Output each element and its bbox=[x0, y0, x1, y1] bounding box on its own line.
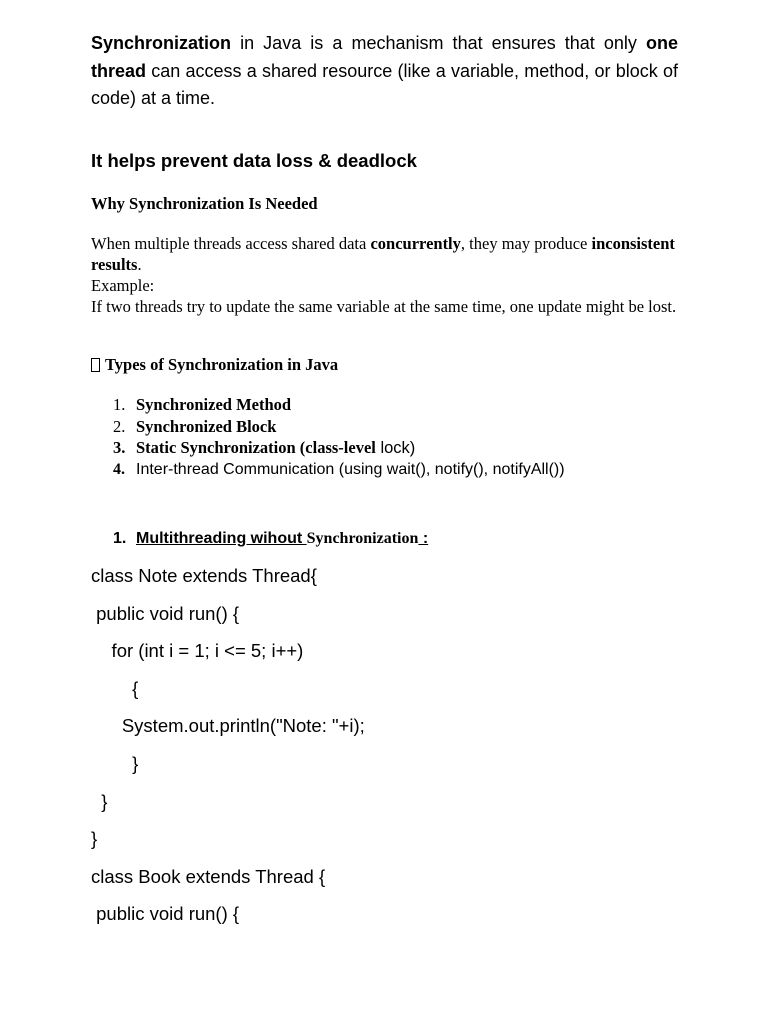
example-text: If two threads try to update the same variable at the same time, one update might be lost. bbox=[91, 297, 677, 316]
code-line: class Note extends Thread{ bbox=[91, 565, 317, 586]
code-line: public void run() { bbox=[91, 602, 240, 624]
types-heading bbox=[91, 354, 338, 376]
missing-glyph-icon bbox=[91, 358, 100, 372]
why-text-3: . bbox=[137, 255, 142, 274]
list-item-bold: Synchronized Block bbox=[136, 416, 277, 436]
intro-bold-one-thread: one thread bbox=[91, 33, 678, 81]
why-text-2: , they may produce bbox=[460, 234, 592, 253]
types-list bbox=[91, 394, 565, 480]
list-item bbox=[91, 437, 565, 459]
why-paragraph bbox=[91, 233, 678, 317]
code-line: { bbox=[91, 677, 139, 699]
code-line: } bbox=[91, 790, 108, 812]
code-line: } bbox=[91, 752, 139, 774]
section-number: 1. bbox=[113, 530, 127, 547]
list-item-bold: Static Synchronization (class-level bbox=[136, 438, 376, 457]
section-title-part-1: Multithreading wihout bbox=[136, 530, 307, 547]
code-line: System.out.println("Note: "+i); bbox=[91, 715, 365, 737]
why-text-1: When multiple threads access shared data bbox=[91, 234, 371, 253]
document-page bbox=[91, 0, 678, 1024]
example-label: Example: bbox=[91, 276, 155, 295]
list-item bbox=[91, 459, 565, 481]
section-title bbox=[136, 528, 428, 550]
types-heading-text: Types of Synchronization in Java bbox=[105, 355, 339, 374]
list-item-bold: Synchronized Method bbox=[136, 395, 292, 414]
list-item-number: 3. bbox=[113, 438, 126, 457]
heading-why-synchronization: Why Synchronization Is Needed bbox=[91, 194, 318, 213]
why-bold-inconsistent: inconsistent results bbox=[91, 234, 675, 274]
list-item-number: 1. bbox=[113, 395, 126, 414]
why-bold-concurrently: concurrently bbox=[370, 234, 461, 253]
list-item bbox=[91, 394, 565, 416]
code-line: class Book extends Thread { bbox=[91, 865, 326, 887]
intro-paragraph bbox=[91, 30, 678, 113]
list-item-number: 2. bbox=[113, 416, 126, 436]
list-item-rest: lock) bbox=[375, 439, 416, 457]
code-listing bbox=[91, 561, 365, 937]
intro-term: Synchronization bbox=[91, 33, 232, 53]
intro-text-2: can access a shared resource (like a variable, method, or block of code) at a time. bbox=[91, 60, 678, 108]
list-item bbox=[91, 416, 565, 438]
heading-prevent-data-loss: It helps prevent data loss & deadlock bbox=[91, 150, 417, 171]
code-line: for (int i = 1; i <= 5; i++) bbox=[91, 640, 304, 662]
list-item-rest: Inter-thread Communication (using wait(), notify(), notifyAll()) bbox=[136, 460, 565, 478]
code-line: } bbox=[91, 828, 98, 850]
list-item-number: 4. bbox=[113, 460, 125, 478]
code-line: public void run() { bbox=[91, 903, 240, 925]
section-title-part-3: : bbox=[418, 530, 429, 547]
intro-text-1: in Java is a mechanism that ensures that only bbox=[231, 33, 646, 53]
section-title-part-2: Synchronization bbox=[306, 530, 419, 547]
